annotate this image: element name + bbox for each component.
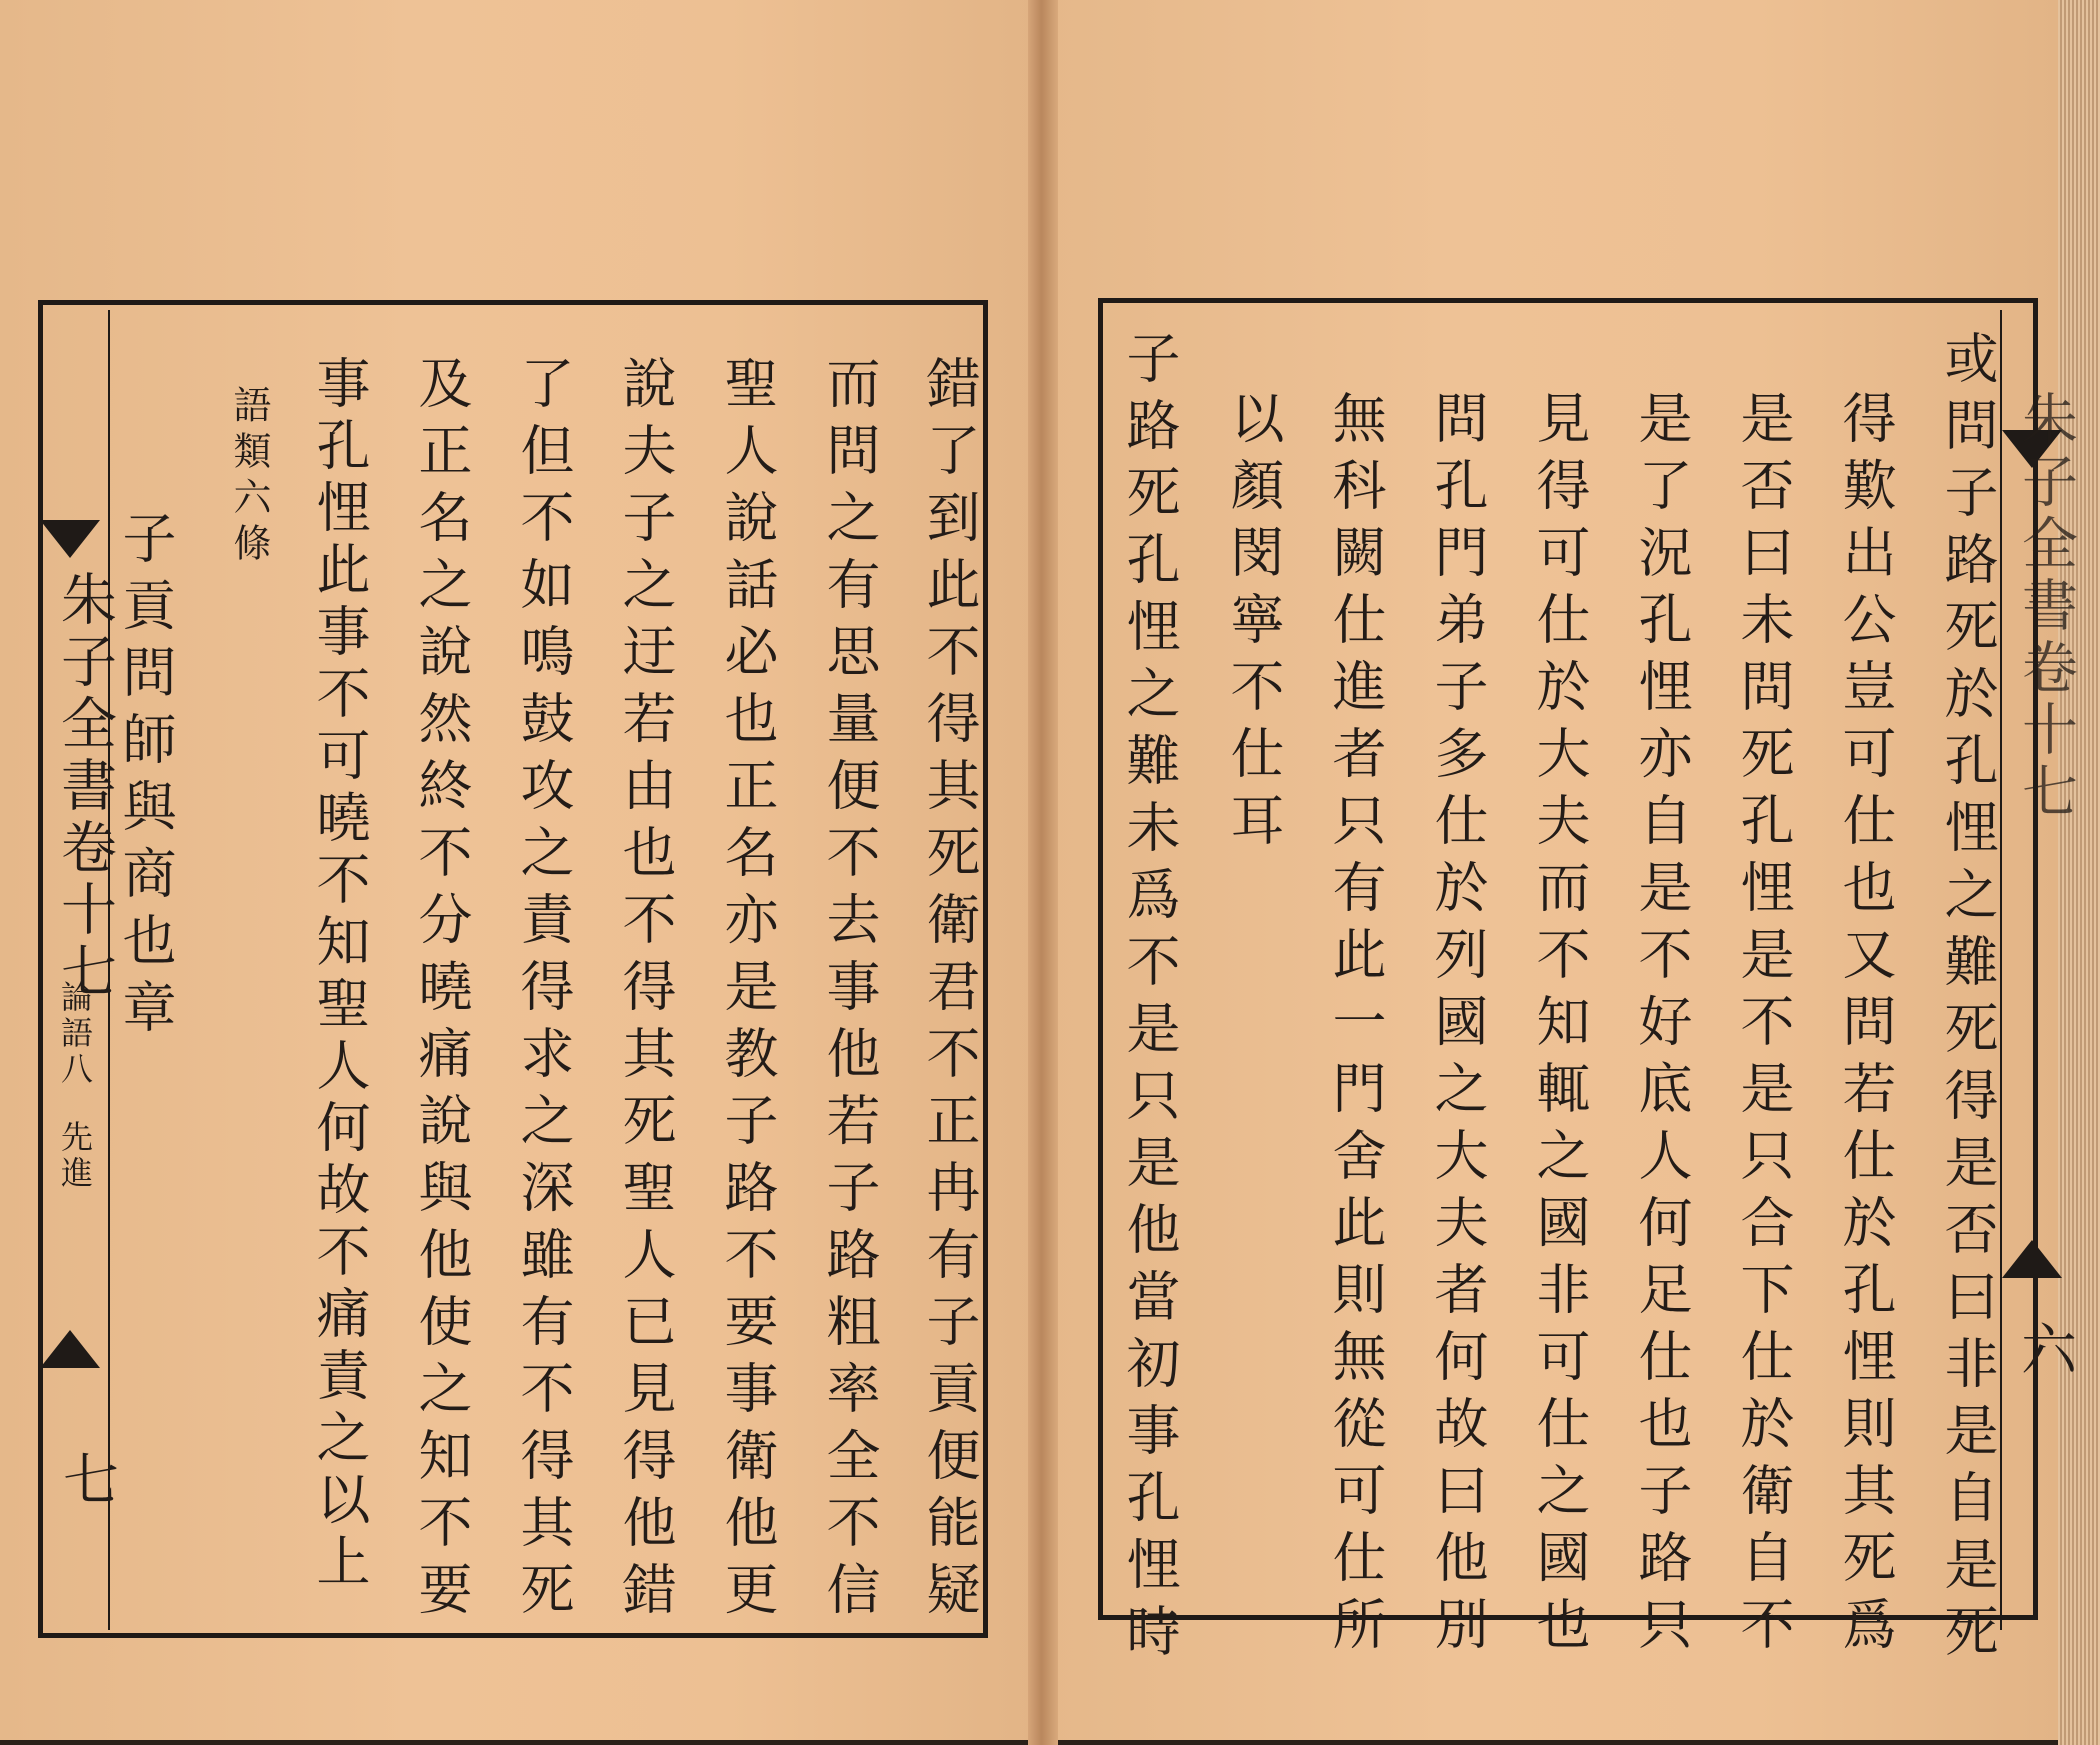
right-banner-divider xyxy=(2000,310,2002,1630)
left-banner-title: 朱子全書卷十七 xyxy=(52,570,117,1004)
right-column-9: 子路死孔悝之難未爲不是只是他當初事孔悝時 xyxy=(1118,330,1181,1670)
left-column-4: 說夫子之迂若由也不得其死聖人已見得他錯 xyxy=(614,355,677,1628)
book-gutter xyxy=(1028,0,1058,1745)
left-column-7: 事孔悝此事不可曉不知聖人何故不痛責之以上 xyxy=(308,355,371,1595)
left-banner-subsection: 先進 xyxy=(56,1120,94,1192)
right-column-7: 無科闕仕進者只有此一門舍此則無從可仕所 xyxy=(1324,390,1387,1663)
right-column-3: 是否曰未問死孔悝是不是只合下仕於衛自不 xyxy=(1732,390,1795,1663)
left-column-9-heading: 子貢問師與商也章 xyxy=(114,510,177,1046)
right-column-2: 得歎出公豈可仕也又問若仕於孔悝則其死爲 xyxy=(1834,390,1897,1663)
right-column-1: 或問子路死於孔悝之難死得是否曰非是自是死 xyxy=(1936,330,1999,1670)
right-banner-title: 朱子全書卷十七 xyxy=(2013,390,2078,824)
right-banner-folio: 六 xyxy=(2012,1320,2077,1376)
left-column-6: 及正名之說然終不分曉痛說與他使之知不要 xyxy=(410,355,473,1628)
left-fishtail-top xyxy=(40,520,100,558)
right-column-5: 見得可仕於大夫而不知輒之國非可仕之國也 xyxy=(1528,390,1591,1663)
left-column-8-note: 語類六條 xyxy=(227,385,271,569)
right-column-8: 以顏閔寧不仕耳 xyxy=(1222,390,1285,859)
left-fishtail-bottom xyxy=(40,1330,100,1368)
right-fishtail-bottom xyxy=(2002,1240,2062,1278)
left-banner-folio: 七 xyxy=(54,1450,119,1506)
left-column-5: 了但不如鳴鼓攻之責得求之深雖有不得其死 xyxy=(512,355,575,1628)
left-column-3: 聖人說話必也正名亦是教子路不要事衛他更 xyxy=(716,355,779,1628)
page-edges xyxy=(2058,0,2100,1745)
left-banner-section: 論語八 xyxy=(56,980,94,1088)
left-column-1: 錯了到此不得其死衛君不正冉有子貢便能疑 xyxy=(918,355,981,1628)
left-column-2: 而問之有思量便不去事他若子路粗率全不信 xyxy=(818,355,881,1628)
right-column-6: 問孔門弟子多仕於列國之大夫者何故曰他別 xyxy=(1426,390,1489,1663)
right-column-4: 是了況孔悝亦自是不好底人何足仕也子路只 xyxy=(1630,390,1693,1663)
